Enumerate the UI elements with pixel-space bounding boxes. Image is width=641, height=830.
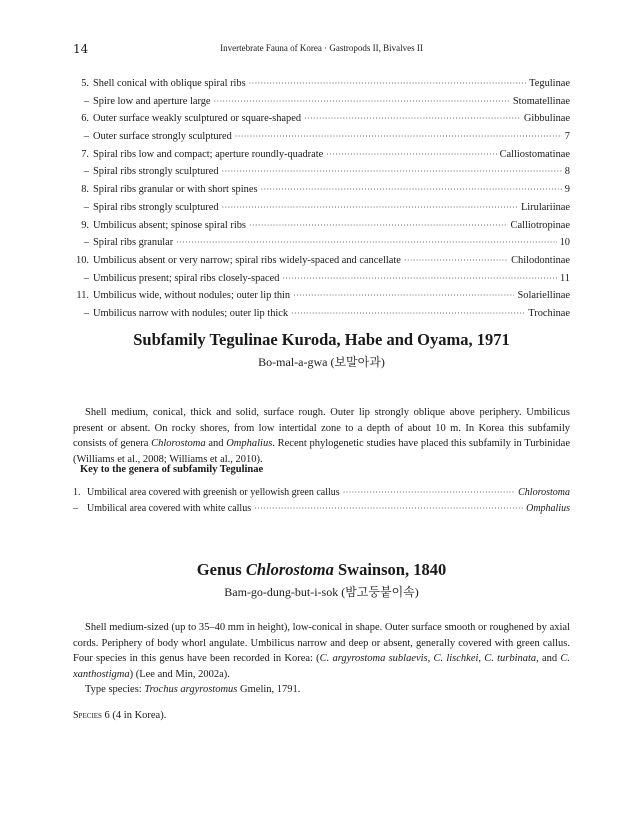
key-row [73,78,570,96]
type-species-name: Trochus argyrostomus [144,684,238,695]
species-sep: , [427,653,434,664]
page-number: 14 [73,42,89,56]
type-species-label: Type species: [85,684,145,695]
key-row [73,166,570,184]
key-couplet-text: Spiral ribs strongly sculptured [93,166,219,178]
key-number: – [83,237,89,249]
key-result: Calliotropinae [510,219,570,231]
type-species-line [73,682,570,698]
key-couplet-text: Spiral ribs low and compact; aperture roundly-quadrate [93,148,324,160]
key-number: 6. [81,113,89,125]
key-number: 1. [73,487,81,498]
key-number: – [83,166,89,178]
species-ref-3: C. turbinata [484,653,537,664]
key-couplet-text: Outer surface weakly sculptured or square-shaped [93,113,302,125]
key-row [73,149,570,167]
key-couplet-text: Outer surface strongly sculptured [93,131,232,143]
type-species-author: Gmelin, 1791. [237,684,301,695]
species-count: 6 (4 in Korea). [101,710,167,721]
key-row [73,273,570,291]
dot-leader [254,504,523,514]
key-couplet-text: Spiral ribs granular [93,237,174,249]
key-couplet-text: Spiral ribs granular or with short spines [93,184,258,196]
dot-leader [343,488,515,498]
key-number: – [73,503,78,514]
key-couplet-text: Umbilicus wide, without nodules; outer lip thin [93,290,291,302]
dot-leader [304,114,521,124]
key-couplet-text: Shell conical with oblique spiral ribs [93,78,246,89]
key-result: 11 [559,272,570,284]
key-couplet-text: Umbilicus narrow with nodules; outer lip thick [93,307,289,319]
genera-key [73,487,570,519]
key-result: 9 [564,184,570,196]
key-couplet-text: Spire low and aperture large [93,95,211,107]
key-result: Calliostomatinae [499,148,570,160]
genus-heading [73,560,570,580]
genus-chlorostoma-ref: Chlorostoma [151,438,206,449]
subfamily-desc-part2: . Recent phylogenetic studies have placed this subfamily in Turbinidae (Williams et al., 2008; Williams et al., 2010). [73,438,570,465]
subfamily-key [73,78,570,326]
key-result: 10 [559,237,570,249]
key-result: Omphalius [526,503,570,514]
page-header [73,42,570,58]
key-row [73,487,570,503]
key-result: 8 [564,166,570,178]
species-sep: , and [536,653,561,664]
dot-leader [222,203,518,213]
desc-conjunction: and [205,438,227,449]
dot-leader [282,274,557,284]
key-row [73,113,570,131]
species-count-line [73,708,570,724]
subfamily-description [73,405,570,467]
key-couplet-text: Spiral ribs strongly sculptured [93,201,219,213]
key-number: 8. [81,184,89,196]
dot-leader [222,167,562,177]
genus-desc-part2: ) (Lee and Min, 2002a). [129,668,230,680]
dot-leader [235,132,562,142]
key-number: 9. [81,219,89,231]
key-couplet-text: Umbilicus present; spiral ribs closely-spaced [93,272,280,284]
key-row [73,202,570,220]
key-couplet-text: Umbilicus absent or very narrow; spiral ribs widely-spaced and cancellate [93,254,401,266]
dot-leader [326,150,496,160]
key-result: 7 [564,131,570,143]
key-number: 7. [81,148,89,160]
key-couplet-text: Umbilical area covered with greenish or yellowish green callus [87,487,340,498]
genus-omphalius-ref: Omphalius [226,438,273,449]
key-row [73,290,570,308]
dot-leader [404,256,508,266]
genus-heading-name: Chlorostoma [245,560,334,579]
dot-leader [214,97,510,107]
key-number: – [83,201,89,213]
key-row [73,237,570,255]
species-label: Species [73,710,102,721]
species-ref-4: C. xanthostigma [73,653,571,680]
key-number: 5. [81,78,89,89]
running-title: Invertebrate Fauna of Korea · Gastropods II, Bivalves II [220,43,423,53]
key-row [73,308,570,326]
dot-leader [176,238,556,248]
key-row [73,184,570,202]
key-row [73,131,570,149]
dot-leader [249,221,508,231]
key-number: 11. [76,290,89,302]
key-result: Chlorostoma [518,487,570,498]
key-number: 10. [76,254,89,266]
key-number: – [83,272,89,284]
subfamily-korean-name: Bo-mal-a-gwa (보말아과) [258,355,385,369]
key-result: Stomatellinae [512,95,570,107]
genus-heading-prefix: Genus [196,560,246,579]
genus-desc-part1: Shell medium-sized (up to 35–40 mm in height), low-conical in shape. Outer surface smooth or roughened by axial cords. Periphery of body whorl angulate. Umbilicus narrow and deep or absent, generally covered with green callus. Four species in this genus have been recorded in Korea: ( [73,622,570,664]
key-number: – [83,307,89,319]
key-result: Solariellinae [517,290,570,302]
key-row [73,503,570,519]
key-number: – [83,131,89,143]
key-row [73,96,570,114]
species-sep: , [478,653,485,664]
key-row [73,220,570,238]
genus-description [73,620,570,698]
key-result: Lirulariinae [520,201,570,213]
dot-leader [261,185,562,195]
subfamily-heading: Subfamily Tegulinae Kuroda, Habe and Oyama, 1971 [133,330,510,349]
key-result: Trochinae [528,307,570,319]
key-result: Tegulinae [529,78,570,89]
genera-key-title: Key to the genera of subfamily Tegulinae [80,464,264,475]
genus-korean-name: Bam-go-dung-but-i-sok (밤고둥붙이속) [224,585,419,599]
genus-heading-author: Swainson, 1840 [333,560,447,579]
dot-leader [249,79,527,89]
subfamily-desc-part1: Shell medium, conical, thick and solid, surface rough. Outer lip strongly oblique above periphery. Umbilicus present or absent. On rocky shores, from low intertidal zone to a depth of about 10 m. In Korea this subfamily consists of genera [73,407,570,449]
species-ref-1: C. argyrostoma sublaevis [319,653,428,664]
dot-leader [293,291,514,301]
key-number: – [83,95,89,107]
key-couplet-text: Umbilicus absent; spinose spiral ribs [93,219,246,231]
key-result: Gibbulinae [523,113,570,125]
species-ref-2: C. lischkei [433,653,479,664]
dot-leader [291,309,525,319]
key-result: Chilodontinae [511,254,570,266]
key-row [73,255,570,273]
key-couplet-text: Umbilical area covered with white callus [87,503,252,514]
